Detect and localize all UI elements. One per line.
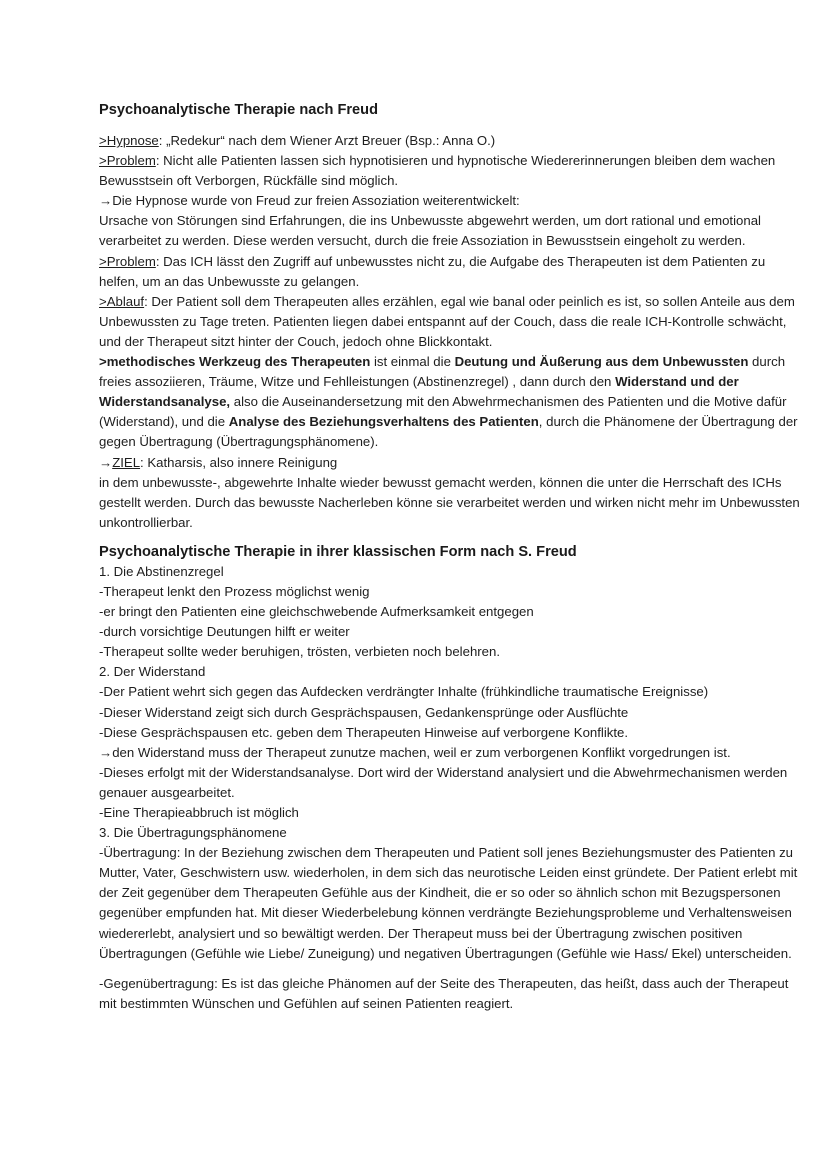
- list-line: -Der Patient wehrt sich gegen das Aufdecken verdrängter Inhalte (frühkindliche traumatische Ereignisse): [99, 684, 709, 700]
- list-line: -Therapeut sollte weder beruhigen, trösten, verbieten noch belehren.: [99, 644, 501, 660]
- list-line: -Diese Gesprächspausen etc. geben dem Therapeuten Hinweise auf verborgene Konflikte.: [99, 724, 629, 740]
- list-line: -Therapeut lenkt den Prozess möglichst wenig: [99, 583, 370, 599]
- ziel-paragraph: [99, 453, 804, 473]
- problem-1-paragraph: [99, 151, 804, 191]
- werkzeug-text-3: also die Auseinandersetzung mit den Abwehrmechanismen des Patienten und die Motive dafür (Widerstand), und die: [99, 394, 787, 430]
- section-1-title: Psychoanalytische Therapie nach Freud: [99, 102, 378, 118]
- list-line: 2. Der Widerstand: [99, 664, 206, 680]
- list-line: 1. Die Abstinenzregel: [99, 563, 224, 579]
- hypnose-label: >Hypnose: [99, 133, 159, 148]
- hypnose-paragraph: [99, 131, 804, 151]
- ablauf-text: : Der Patient soll dem Therapeuten alles erzählen, egal wie banal oder peinlich es ist, so sollen Anteile aus dem Unbewussten zu Tage treten. Patienten liegen dabei entspannt auf der Couch, dass die reale ICH-Kontrolle schwächt, und der Therapeut sitzt hinter der Couch, jedoch ohne Blickkontakt.: [99, 293, 795, 349]
- list-line: -durch vorsichtige Deutungen hilft er weiter: [99, 624, 350, 640]
- hypnose-weiterentwickelt: →Die Hypnose wurde von Freud zur freien Assoziation weiterentwickelt:: [99, 193, 520, 209]
- ziel-label: ZIEL: [112, 454, 141, 470]
- list-line: -er bringt den Patienten eine gleichschwebende Aufmerksamkeit entgegen: [99, 604, 534, 620]
- section-2-title: Psychoanalytische Therapie in ihrer klassischen Form nach S. Freud: [99, 543, 577, 560]
- problem-1-label: >Problem: [99, 153, 156, 169]
- list-line: -Dieser Widerstand zeigt sich durch Gesprächspausen, Gedankensprünge oder Ausflüchte: [99, 704, 629, 720]
- werkzeug-text-2: durch freies assoziieren, Träume, Witze und Fehlleistungen (Abstinenzregel) , dann durch den: [99, 354, 786, 390]
- problem-2-text: : Das ICH lässt den Zugriff auf unbewusstes nicht zu, die Aufgabe des Therapeuten ist dem Patienten zu helfen, um an das Unbewusste zu gelangen.: [99, 253, 766, 289]
- ablauf-label: >Ablauf: [99, 293, 145, 309]
- ziel-explanation: in dem unbewusste-, abgewehrte Inhalte wieder bewusst gemacht werden, können die unter die Herrschaft des ICHs gestellt werden. Durch das bewusste Nacherleben könne sie verarbeitet werden und wirken nicht mehr im Unbewussten unkontrollierbar.: [99, 474, 800, 530]
- list-line: -Eine Therapieabbruch ist möglich: [99, 805, 299, 820]
- document-page: [99, 100, 804, 1014]
- problem-1-text: : Nicht alle Patienten lassen sich hypnotisieren und hypnotische Wiedererinnerungen bleiben dem wachen Bewusstsein oft Verborgen, Rückfälle sind möglich.: [99, 153, 776, 189]
- werkzeug-bold-2: Deutung und Äußerung aus dem Unbewussten: [454, 354, 749, 370]
- werkzeug-text-4: , durch die Phänomene der Übertragung der gegen Übertragung (Übertragungsphänomene).: [99, 414, 798, 450]
- werkzeug-bold-4: Analyse des Beziehungsverhaltens des Patienten: [228, 414, 539, 430]
- arrow-icon: →: [99, 454, 113, 470]
- ursache-paragraph: Ursache von Störungen sind Erfahrungen, die ins Unbewusste abgewehrt werden, um dort rational und emotional verarbeitet zu werden. Diese werden versucht, durch die freie Assoziation in Bewusstsein eingeholt zu werden.: [99, 213, 761, 249]
- ziel-text: : Katharsis, also innere Reinigung: [140, 454, 338, 470]
- list-line: -Dieses erfolgt mit der Widerstandsanalyse. Dort wird der Widerstand analysiert und die Abwehrmechanismen werden genauer ausgearbeitet.: [99, 764, 788, 800]
- werkzeug-bold-3: Widerstand und der Widerstandsanalyse,: [99, 374, 739, 410]
- werkzeug-text-1: ist einmal die: [370, 354, 455, 370]
- list-line: 3. Die Übertragungsphänomene: [99, 825, 287, 841]
- werkzeug-paragraph: [99, 352, 804, 452]
- gegenuebertragung-paragraph: -Gegenübertragung: Es ist das gleiche Phänomen auf der Seite des Therapeuten, das heißt, dass auch der Therapeut mit bestimmten Wünschen und Gefühlen auf seinen Patienten reagiert.: [99, 975, 789, 1011]
- problem-2-paragraph: [99, 252, 804, 292]
- problem-2-label: >Problem: [99, 253, 156, 269]
- ablauf-paragraph: [99, 292, 804, 352]
- uebertragung-paragraph: -Übertragung: In der Beziehung zwischen dem Therapeuten und Patient soll jenes Beziehungsmuster des Patienten zu Mutter, Vater, Geschwistern usw. wiederholen, in dem sich das neurotische Leiden einst gründete. Der Patient erlebt mit der Zeit gegenüber dem Therapeuten Gefühle aus der Kindheit, die er so oder so ähnlich schon mit Bezugspersonen gegenüber empfunden hat. Mit dieser Wiederbelebung können verdrängte Beziehungsprobleme und Verhaltensweisen wiedererlebt, analysiert und so bewältigt werden. Der Therapeut muss bei der Übertragung zwischen positiven Übertragungen (Gefühle wie Liebe/ Zuneigung) und negativen Übertragungen (Gefühle wie Hass/ Ekel) unterscheiden.: [99, 845, 798, 961]
- list-line: →den Widerstand muss der Therapeut zunutze machen, weil er zum verborgenen Konflikt vorgedrungen ist.: [99, 744, 731, 760]
- hypnose-text: : „Redekur“ nach dem Wiener Arzt Breuer (Bsp.: Anna O.): [158, 133, 496, 148]
- werkzeug-bold-1: >methodisches Werkzeug des Therapeuten: [99, 354, 371, 370]
